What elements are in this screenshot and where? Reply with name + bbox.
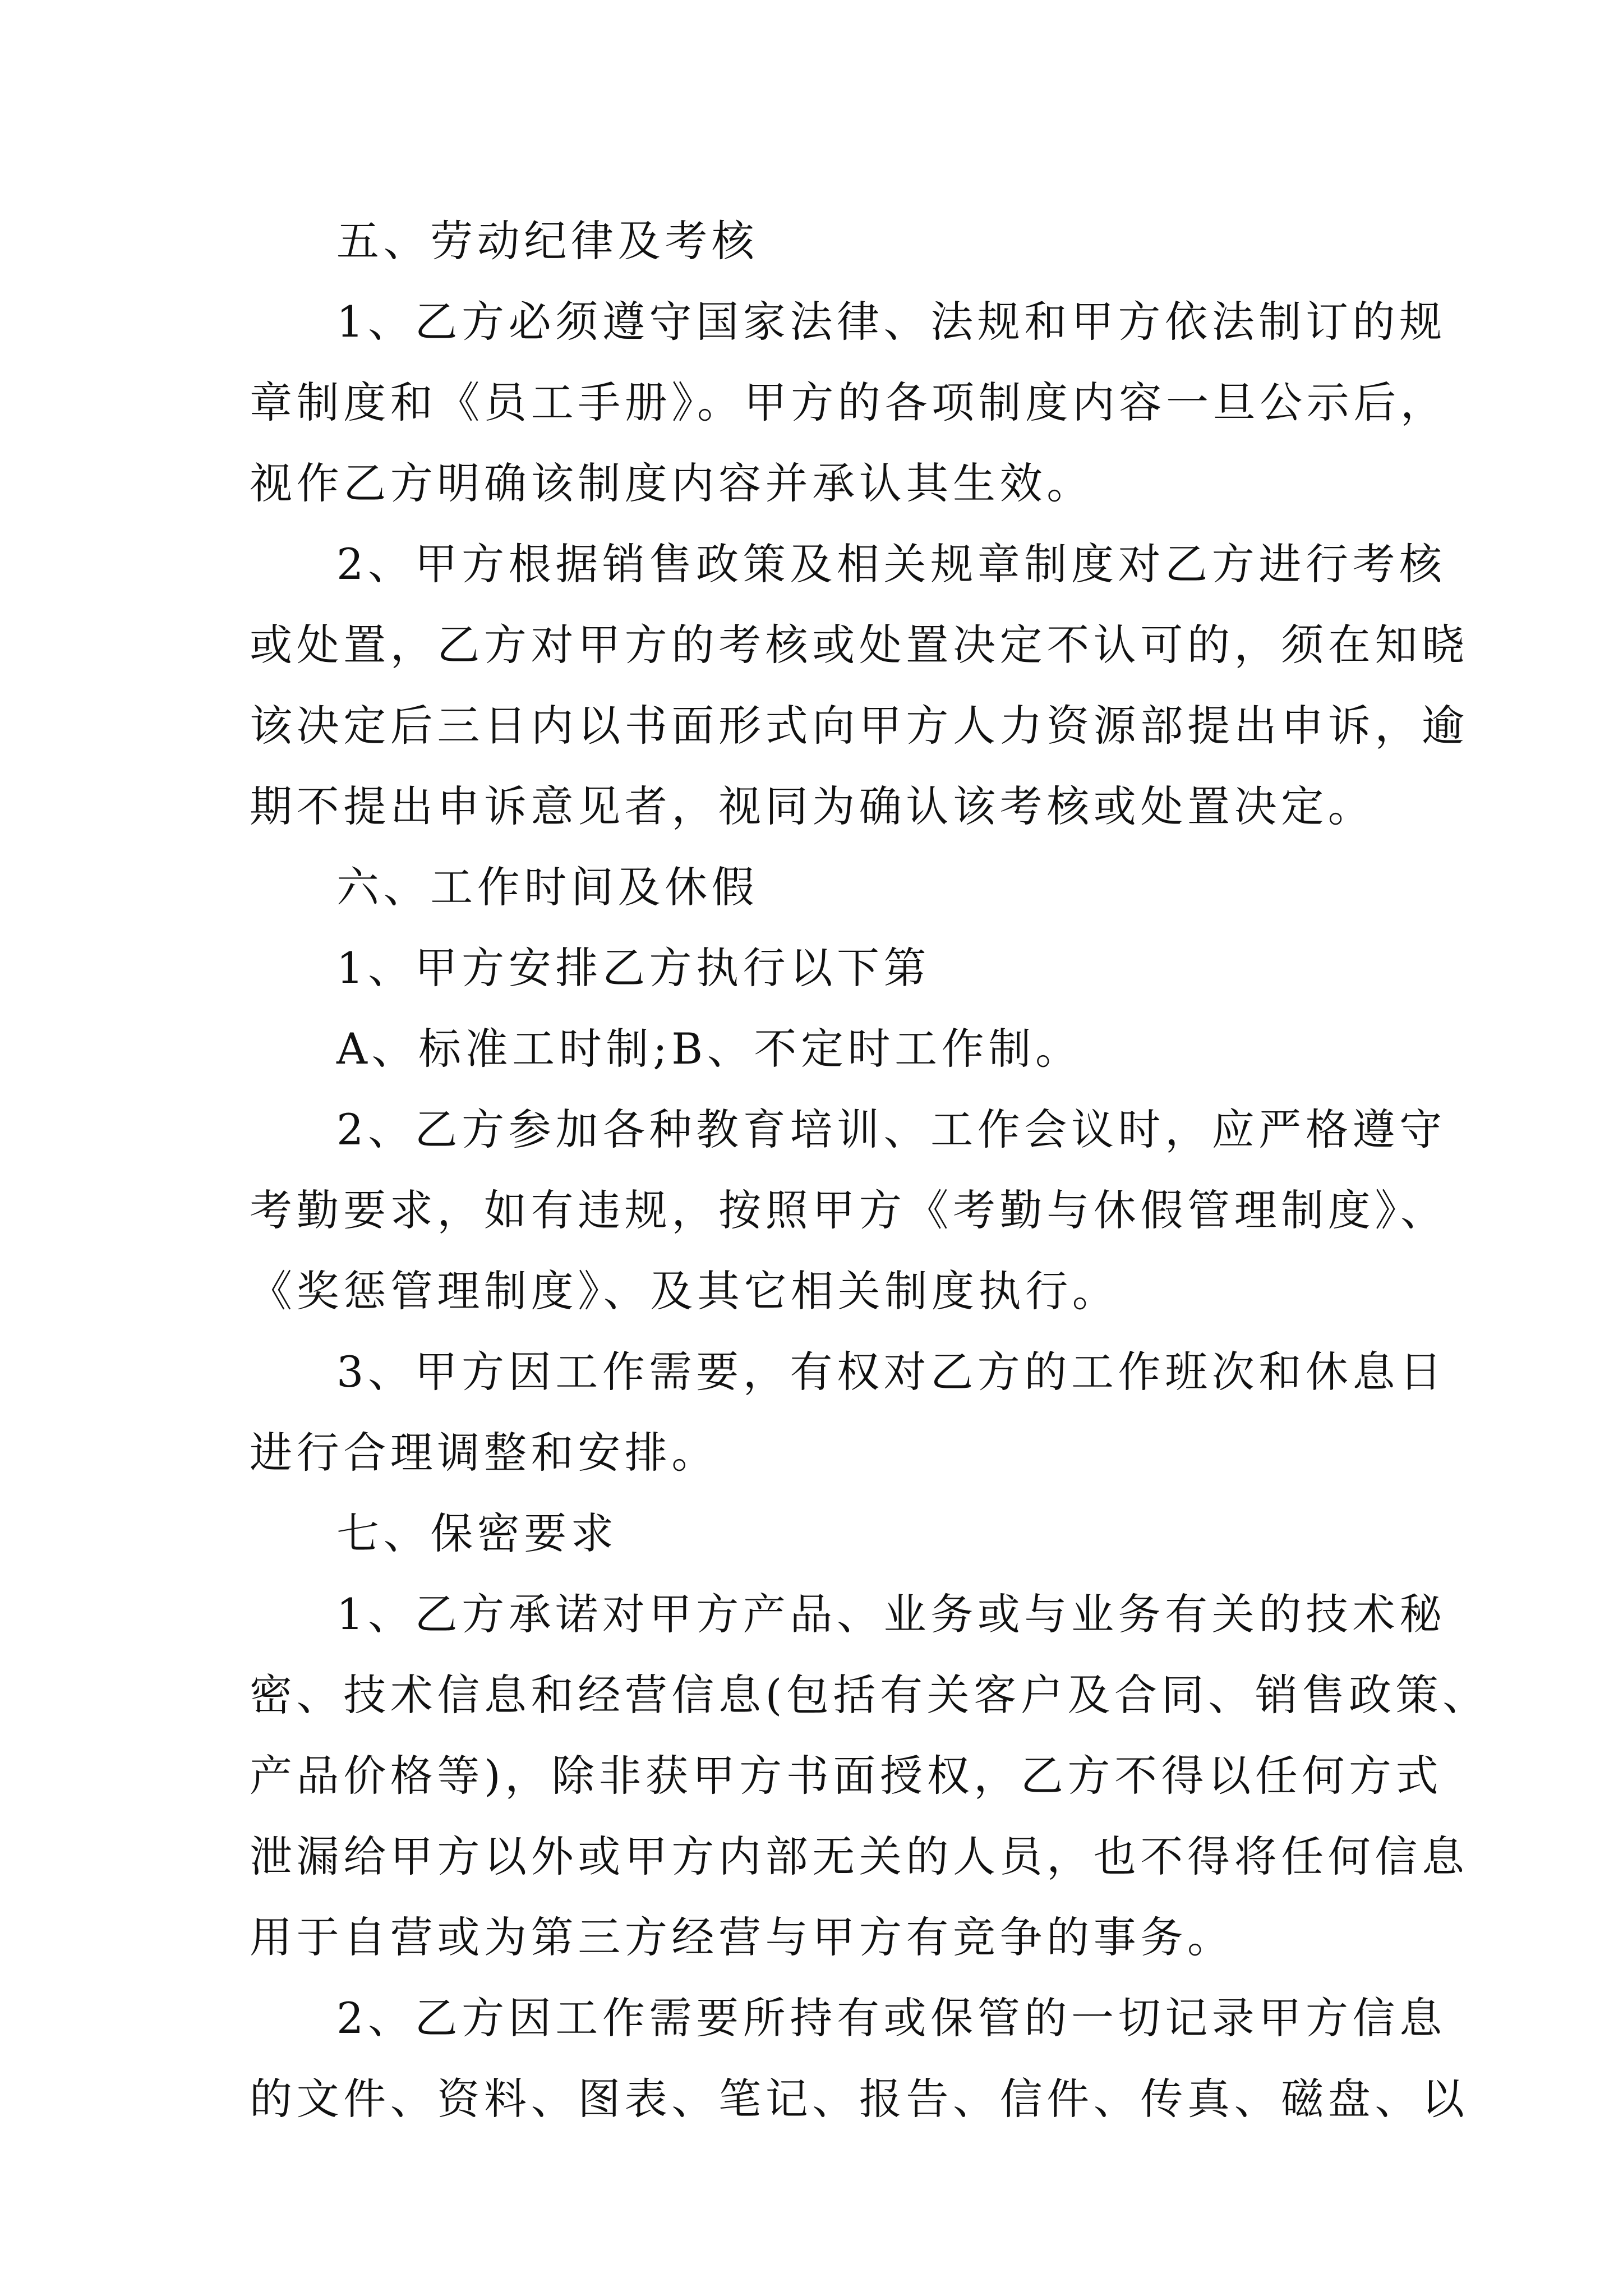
paragraph-line: 泄漏给甲方以外或甲方内部无关的人员，也不得将任何信息 — [250, 1832, 1469, 1881]
paragraph-line: 考勤要求，如有违规，按照甲方《考勤与休假管理制度》、 — [250, 1185, 1447, 1235]
paragraph-line: 产品价格等)，除非获甲方书面授权，乙方不得以任何方式 — [250, 1751, 1443, 1801]
paragraph-line: 密、技术信息和经营信息(包括有关客户及合同、销售政策、 — [250, 1670, 1490, 1720]
paragraph-line: 视作乙方明确该制度内容并承认其生效。 — [250, 458, 1094, 508]
section-heading-labor-discipline: 五、劳动纪律及考核 — [336, 216, 759, 266]
paragraph-line: 2、甲方根据销售政策及相关规章制度对乙方进行考核 — [336, 539, 1446, 589]
paragraph-line: 《奖惩管理制度》、及其它相关制度执行。 — [250, 1266, 1119, 1316]
paragraph-line: 该决定后三日内以书面形式向甲方人力资源部提出申诉，逾 — [250, 701, 1469, 751]
paragraph-line: 2、乙方因工作需要所持有或保管的一切记录甲方信息 — [336, 1993, 1446, 2043]
paragraph-line: 或处置，乙方对甲方的考核或处置决定不认可的，须在知晓 — [250, 620, 1469, 670]
paragraph-line: 期不提出申诉意见者，视同为确认该考核或处置决定。 — [250, 781, 1375, 831]
paragraph-line: A、标准工时制;B、不定时工作制。 — [336, 1024, 1082, 1074]
paragraph-line: 的文件、资料、图表、笔记、报告、信件、传真、磁盘、以 — [250, 2074, 1469, 2124]
paragraph-line: 3、甲方因工作需要，有权对乙方的工作班次和休息日 — [336, 1347, 1446, 1397]
section-heading-confidentiality: 七、保密要求 — [336, 1508, 618, 1558]
paragraph-line: 1、乙方承诺对甲方产品、业务或与业务有关的技术秘 — [336, 1589, 1446, 1639]
paragraph-line: 章制度和《员工手册》。甲方的各项制度内容一旦公示后， — [250, 378, 1447, 427]
paragraph-line: 用于自营或为第三方经营与甲方有竞争的事务。 — [250, 1912, 1234, 1962]
paragraph-line: 1、甲方安排乙方执行以下第 — [336, 943, 931, 993]
paragraph-line: 2、乙方参加各种教育培训、工作会议时，应严格遵守 — [336, 1105, 1446, 1154]
section-heading-working-hours: 六、工作时间及休假 — [336, 862, 759, 912]
paragraph-line: 1、乙方必须遵守国家法律、法规和甲方依法制订的规 — [336, 297, 1446, 347]
paragraph-line: 进行合理调整和安排。 — [250, 1428, 718, 1478]
